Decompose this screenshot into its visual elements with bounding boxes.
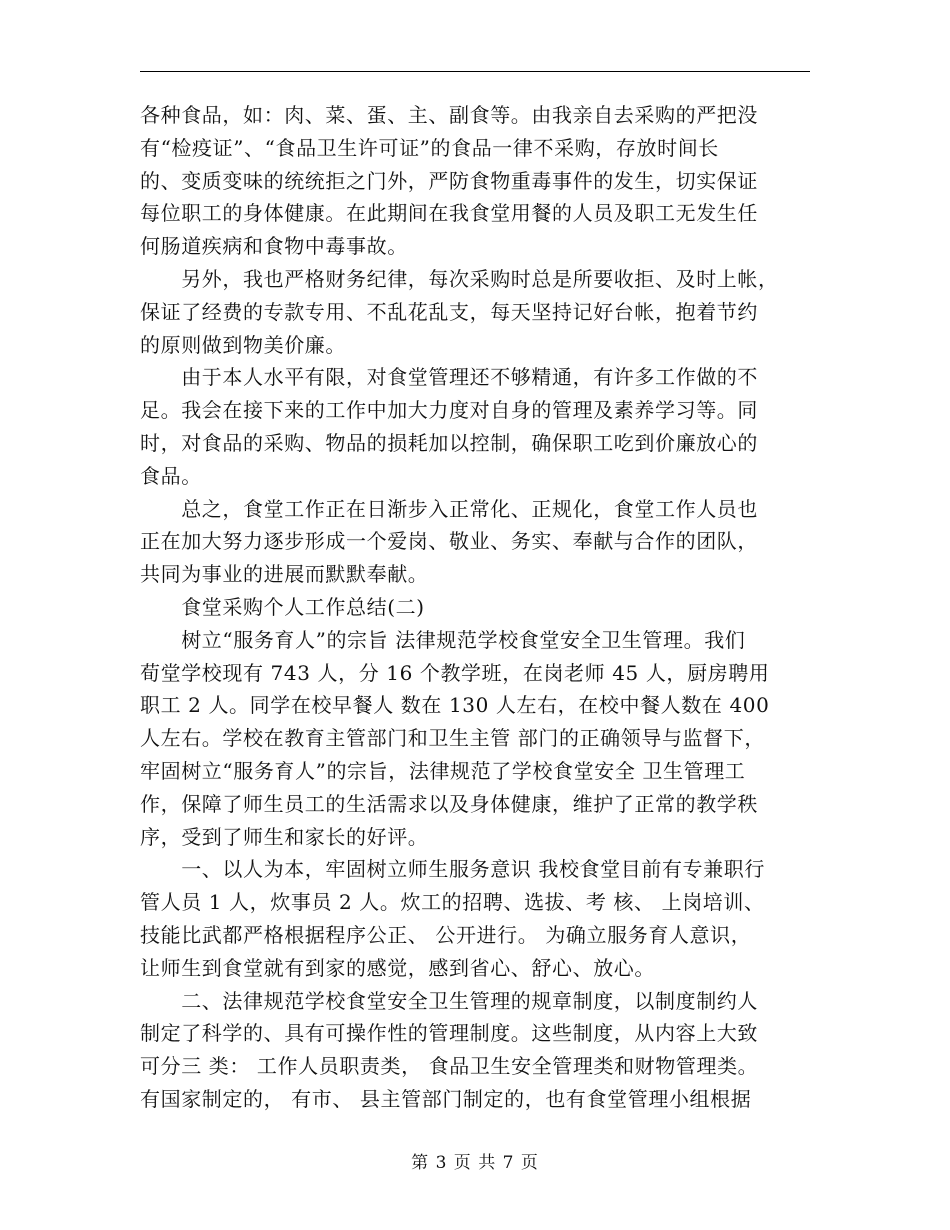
- text-line: 人左右。学校在教育主管部门和卫生主管 部门的正确领导与监督下，: [140, 726, 765, 751]
- text-line: 何肠道疾病和食物中毒事故。: [140, 234, 408, 259]
- text-line: 可分三 类： 工作人员职责类， 食品卫生安全管理类和财物管理类。: [140, 1054, 759, 1079]
- text-line: 管人员 1 人，炊事员 2 人。炊工的招聘、选拔、考 核、 上岗培训、: [140, 890, 765, 915]
- text-line: 的、变质变味的统统拒之门外，严防食物重毒事件的发生，切实保证: [140, 168, 758, 193]
- text-line: 食品。: [140, 463, 202, 488]
- text-line: 树立“服务育人”的宗旨 法律规范学校食堂安全卫生管理。我们: [140, 627, 746, 652]
- text-line: 总之，食堂工作正在日渐步入正常化、正规化，食堂工作人员也: [140, 496, 758, 521]
- text-line: 荀堂学校现有 743 人，分 16 个教学班，在岗老师 45 人，厨房聘用: [140, 660, 770, 685]
- text-line: 的原则做到物美价廉。: [140, 332, 346, 357]
- text-line: 另外，我也严格财务纪律，每次采购时总是所要收拒、及时上帐，: [140, 266, 779, 291]
- text-line: 足。我会在接下来的工作中加大力度对自身的管理及素养学习等。同: [140, 398, 758, 423]
- text-line: 有国家制定的， 有市、 县主管部门制定的，也有食堂管理小组根据: [140, 1086, 752, 1111]
- text-line: 有“检疫证”、“食品卫生许可证”的食品一律不采购，存放时间长: [140, 135, 719, 160]
- header-rule: [140, 71, 810, 72]
- text-line: 时，对食品的采购、物品的损耗加以控制，确保职工吃到价廉放心的: [140, 430, 758, 455]
- text-line: 正在加大努力逐步形成一个爱岗、敬业、务实、奉献与合作的团队，: [140, 529, 758, 554]
- text-line: 二、法律规范学校食堂安全卫生管理的规章制度，以制度制约人: [140, 988, 758, 1013]
- text-line: 职工 2 人。同学在校早餐人 数在 130 人左右，在校中餐人数在 400: [140, 693, 770, 718]
- text-line: 制定了科学的、具有可操作性的管理制度。这些制度，从内容上大致: [140, 1021, 758, 1046]
- text-line: 技能比武都严格根据程序公正、 公开进行。 为确立服务育人意识，: [140, 922, 752, 947]
- text-line: 让师生到食堂就有到家的感觉，感到省心、舒心、放心。: [140, 955, 655, 980]
- text-line: 作，保障了师生员工的生活需求以及身体健康，维护了正常的教学秩: [140, 791, 758, 816]
- text-line: 由于本人水平有限，对食堂管理还不够精通，有许多工作做的不: [140, 365, 758, 390]
- document-body: [140, 99, 820, 1116]
- text-line: 各种食品，如：肉、菜、蛋、主、副食等。由我亲自去采购的严把没: [140, 103, 758, 127]
- section-title: 食堂采购个人工作总结(二): [140, 594, 425, 619]
- page-number: 第 3 页 共 7 页: [411, 1153, 539, 1173]
- text-line: 一、以人为本，牢固树立师生服务意识 我校食堂目前有专兼职行: [140, 857, 765, 882]
- text-line: 牢固树立“服务育人”的宗旨，法律规范了学校食堂安全 卫生管理工: [140, 758, 746, 783]
- text-line: 保证了经费的专款专用、不乱花乱支，每天坚持记好台帐，抱着节约: [140, 299, 758, 324]
- text-line: 每位职工的身体健康。在此期间在我食堂用餐的人员及职工无发生任: [140, 201, 758, 226]
- text-line: 共同为事业的进展而默默奉献。: [140, 562, 429, 587]
- text-line: 序，受到了师生和家长的好评。: [140, 824, 429, 849]
